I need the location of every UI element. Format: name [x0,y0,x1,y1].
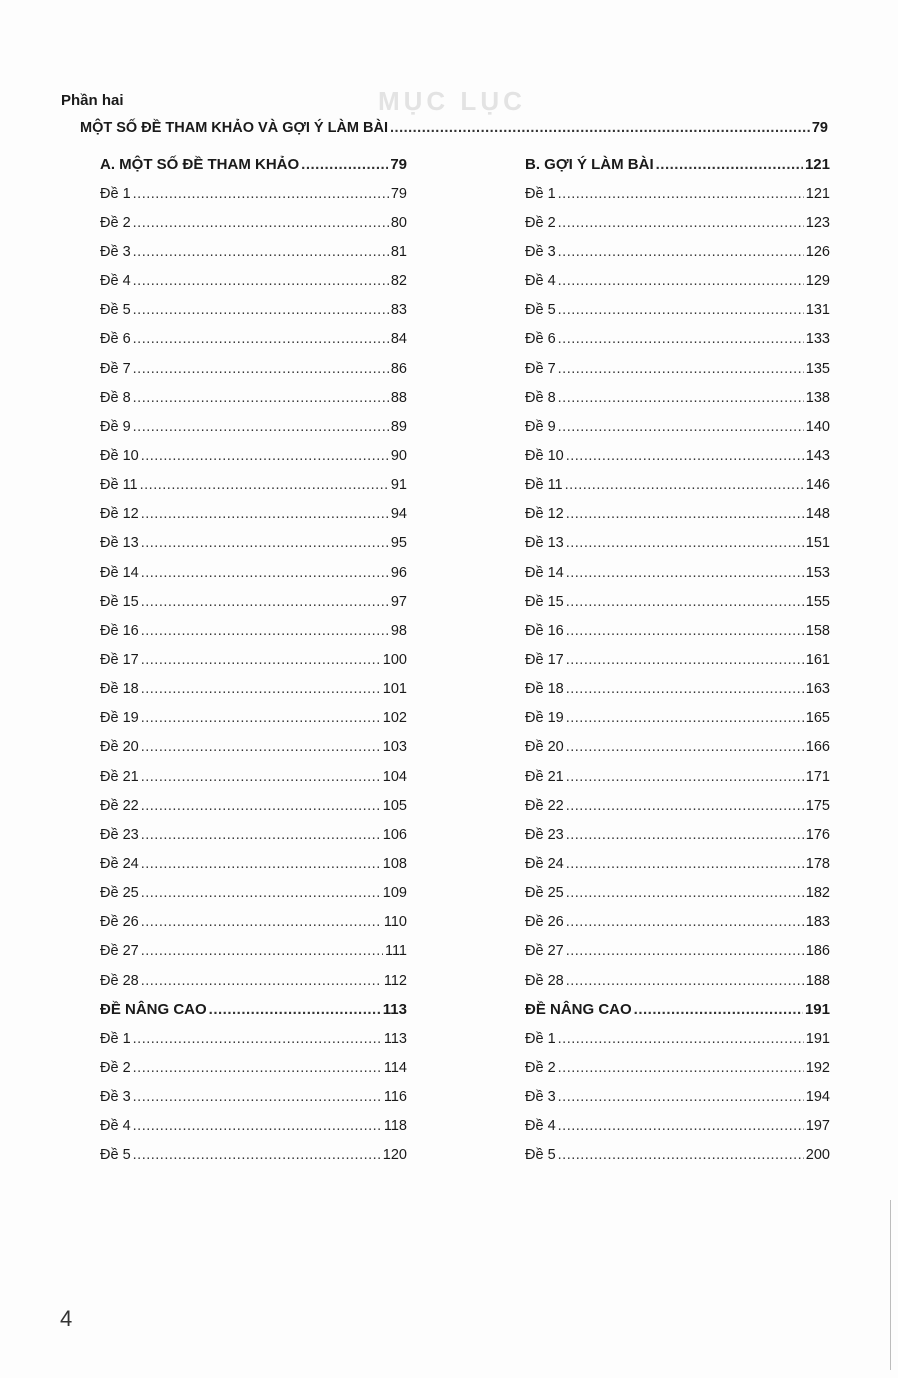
leader-dots [141,533,389,553]
leader-dots [656,155,803,175]
toc-entry-title: Đề 3 [525,243,556,260]
toc-entry-page: 108 [382,855,407,872]
leader-dots [133,213,389,233]
toc-entry-page: 90 [390,447,407,464]
page-edge-line [890,1200,891,1370]
toc-entry-page: 188 [805,972,830,989]
toc-entry-page: 200 [805,1147,830,1164]
toc-entry-title: Đề 26 [100,914,139,931]
toc-entry-page: 106 [382,826,407,843]
toc-entry[interactable] [525,208,830,237]
toc-entry[interactable] [100,966,407,995]
toc-entry-title: Đề 4 [100,1118,131,1135]
toc-entry-title: Đề 27 [100,943,139,960]
leader-dots [141,971,382,991]
toc-entry-page: 105 [382,797,407,814]
toc-entry-title: Đề 6 [525,331,556,348]
toc-entry-page: 133 [805,331,830,348]
toc-entry-title: Đề 20 [525,739,564,756]
toc-entry[interactable] [525,1053,830,1082]
toc-entry[interactable] [100,471,407,500]
toc-entry-page: 151 [805,535,830,552]
leader-dots [566,825,804,845]
leader-dots [566,563,804,583]
toc-entry-page: 176 [805,826,830,843]
toc-section-heading[interactable] [525,150,830,179]
toc-entry[interactable] [525,529,830,558]
toc-entry[interactable] [525,937,830,966]
toc-entry-page: 109 [382,885,407,902]
toc-entry-title: Đề 4 [525,273,556,290]
leader-dots [133,184,389,204]
toc-entry[interactable] [525,1083,830,1112]
toc-entry-title: B. GỢI Ý LÀM BÀI [525,155,654,173]
toc-entry[interactable] [100,791,407,820]
toc-entry-page: 155 [805,593,830,610]
toc-entry-title: Đề 17 [100,651,139,668]
toc-entry-title: Đề 12 [100,506,139,523]
leader-dots [558,271,804,291]
toc-entry-page: 86 [390,360,407,377]
toc-entry-title: Đề 24 [525,855,564,872]
toc-entry[interactable] [525,879,830,908]
leader-dots [209,1000,381,1020]
toc-entry-title: Đề 7 [525,360,556,377]
page-number: 4 [60,1306,73,1331]
toc-entry-title: Đề 3 [525,1089,556,1106]
leader-dots [133,271,389,291]
toc-entry-title: Đề 8 [100,389,131,406]
toc-entry-title: A. MỘT SỐ ĐỀ THAM KHẢO [100,155,300,173]
toc-entry-title: Đề 25 [100,885,139,902]
toc-entry-page: 113 [383,1030,407,1047]
toc-entry[interactable] [100,354,407,383]
toc-entry-page: 171 [805,768,830,785]
toc-entry-page: 161 [805,651,830,668]
toc-entry[interactable] [525,762,830,791]
toc-entry-title: Đề 21 [525,768,564,785]
toc-entry[interactable] [525,645,830,674]
toc-entry-title: Đề 16 [100,622,139,639]
leader-dots [141,737,381,757]
toc-entry[interactable] [100,383,407,412]
leader-dots [566,533,804,553]
leader-dots [566,854,804,874]
toc-entry-title: Đề 27 [525,943,564,960]
toc-entry[interactable] [525,412,830,441]
toc-entry[interactable] [525,237,830,266]
leader-dots [558,184,804,204]
leader-dots [566,446,804,466]
toc-entry-title: Đề 1 [525,185,556,202]
toc-entry-page: 82 [390,273,407,290]
toc-entry-title: Đề 23 [525,826,564,843]
toc-main-page: 79 [811,120,828,136]
toc-entry-page: 121 [804,155,830,173]
leader-dots [566,941,804,961]
toc-entry[interactable] [525,383,830,412]
leader-dots [141,796,381,816]
toc-entry-title: Đề 21 [100,768,139,785]
toc-entry-page: 186 [805,943,830,960]
toc-entry-title: Đề 15 [525,593,564,610]
toc-entry-page: 165 [805,710,830,727]
leader-dots [141,941,383,961]
toc-entry[interactable] [100,1024,407,1053]
leader-dots [558,213,804,233]
toc-entry-title: Đề 5 [525,302,556,319]
toc-entry-title: Đề 8 [525,389,556,406]
leader-dots [566,592,804,612]
toc-entry-page: 135 [805,360,830,377]
toc-entry-title: Đề 28 [100,972,139,989]
toc-entry-title: Đề 28 [525,972,564,989]
toc-entry[interactable] [100,616,407,645]
toc-entry-page: 197 [805,1118,830,1135]
toc-entry[interactable] [525,1024,830,1053]
toc-entry[interactable] [525,558,830,587]
leader-dots [141,912,382,932]
leader-dots [133,359,389,379]
toc-entry-page: 113 [382,1000,407,1018]
leader-dots [566,708,804,728]
toc-entry-page: 191 [804,1000,830,1018]
toc-entry[interactable] [100,849,407,878]
toc-entry[interactable] [525,587,830,616]
toc-entry-page: 83 [390,302,407,319]
toc-entry-page: 163 [805,681,830,698]
toc-entry-title: Đề 4 [525,1118,556,1135]
toc-entry[interactable] [100,179,407,208]
toc-entry-page: 166 [805,739,830,756]
toc-entry-page: 116 [383,1089,407,1106]
toc-entry[interactable] [100,675,407,704]
toc-entry-page: 143 [805,447,830,464]
leader-dots [133,1116,382,1136]
toc-entry-page: 129 [805,273,830,290]
toc-entry-page: 175 [805,797,830,814]
leader-dots [141,825,381,845]
toc-section-heading[interactable] [100,995,407,1024]
toc-entry-title: Đề 7 [100,360,131,377]
toc-entry-page: 111 [384,943,407,960]
toc-entry-page: 146 [805,477,830,494]
toc-entry[interactable] [525,908,830,937]
toc-entry-title: Đề 6 [100,331,131,348]
toc-entry[interactable] [525,675,830,704]
toc-entry[interactable] [100,820,407,849]
toc-main-entry[interactable] [80,118,828,138]
toc-entry[interactable] [100,733,407,762]
toc-entry[interactable] [100,325,407,354]
toc-entry-title: Đề 26 [525,914,564,931]
toc-entry-title: Đề 22 [525,797,564,814]
toc-entry[interactable] [100,937,407,966]
toc-entry-title: Đề 9 [100,418,131,435]
toc-entry-page: 140 [805,418,830,435]
toc-entry[interactable] [525,325,830,354]
toc-entry-page: 110 [383,914,407,931]
toc-entry-title: Đề 12 [525,506,564,523]
toc-entry[interactable] [100,296,407,325]
toc-entry-title: Đề 2 [525,1059,556,1076]
leader-dots [133,417,389,437]
leader-dots [558,1087,804,1107]
toc-entry[interactable] [100,1083,407,1112]
toc-column-left [100,150,407,1170]
toc-entry[interactable] [525,733,830,762]
toc-entry-page: 104 [382,768,407,785]
toc-entry-page: 91 [390,477,407,494]
leader-dots [566,621,804,641]
toc-entry-page: 138 [805,389,830,406]
toc-entry-page: 120 [382,1147,407,1164]
toc-entry-title: Đề 22 [100,797,139,814]
toc-entry-title: Đề 18 [525,681,564,698]
toc-entry-page: 81 [390,243,407,260]
leader-dots [141,446,389,466]
toc-entry[interactable] [525,849,830,878]
toc-section-heading[interactable] [100,150,407,179]
toc-entry-page: 101 [382,681,407,698]
toc-entry-page: 100 [382,651,407,668]
leader-dots [566,679,804,699]
leader-dots [558,1116,804,1136]
toc-entry-page: 97 [390,593,407,610]
leader-dots [558,388,804,408]
leader-dots [565,475,804,495]
toc-entry[interactable] [100,267,407,296]
toc-column-right [525,150,830,1170]
toc-entry-page: 88 [390,389,407,406]
leader-dots [141,679,381,699]
leader-dots [566,971,804,991]
toc-entry-title: Đề 1 [525,1030,556,1047]
toc-entry-page: 191 [805,1030,830,1047]
toc-entry-title: Đề 17 [525,651,564,668]
leader-dots [141,708,381,728]
leader-dots [133,1145,381,1165]
leader-dots [566,737,804,757]
toc-entry[interactable] [525,820,830,849]
toc-entry-page: 79 [390,155,407,173]
leader-dots [566,504,804,524]
toc-entry-page: 103 [382,739,407,756]
toc-entry[interactable] [100,412,407,441]
leader-dots [141,883,381,903]
toc-entry-title: Đề 2 [525,214,556,231]
leader-dots [141,592,389,612]
toc-entry[interactable] [100,237,407,266]
leader-dots [558,359,804,379]
toc-entry-title: Đề 11 [100,477,138,494]
leader-dots [390,118,810,138]
toc-entry-page: 121 [805,185,830,202]
toc-entry-page: 80 [390,214,407,231]
toc-entry-page: 153 [805,564,830,581]
toc-entry[interactable] [100,529,407,558]
toc-entry[interactable] [525,500,830,529]
toc-entry-title: Đề 16 [525,622,564,639]
toc-entry-title: Đề 14 [525,564,564,581]
leader-dots [634,1000,803,1020]
leader-dots [140,475,389,495]
toc-entry[interactable] [100,762,407,791]
toc-entry-title: Đề 19 [525,710,564,727]
toc-entry-title: Đề 24 [100,855,139,872]
toc-entry-page: 84 [390,331,407,348]
toc-entry-page: 183 [805,914,830,931]
leader-dots [133,300,389,320]
toc-entry-title: Đề 25 [525,885,564,902]
toc-entry-title: Đề 13 [100,535,139,552]
toc-entry-page: 123 [805,214,830,231]
toc-entry-page: 131 [805,302,830,319]
toc-entry-title: Đề 23 [100,826,139,843]
toc-entry[interactable] [100,558,407,587]
toc-entry[interactable] [100,1141,407,1170]
toc-entry-title: Đề 11 [525,477,563,494]
leader-dots [558,1058,804,1078]
toc-entry[interactable] [100,500,407,529]
leader-dots [141,650,381,670]
toc-entry-title: Đề 13 [525,535,564,552]
toc-entry[interactable] [100,879,407,908]
toc-entry-title: Đề 10 [100,447,139,464]
toc-entry-title: Đề 15 [100,593,139,610]
leader-dots [141,621,389,641]
leader-dots [566,650,804,670]
toc-entry-page: 192 [805,1059,830,1076]
leader-dots [141,767,381,787]
toc-entry[interactable] [525,471,830,500]
toc-entry[interactable] [525,1141,830,1170]
toc-section-heading[interactable] [525,995,830,1024]
toc-entry-title: Đề 3 [100,243,131,260]
leader-dots [558,300,804,320]
toc-entry[interactable] [525,267,830,296]
toc-entry[interactable] [525,354,830,383]
toc-entry-title: Đề 9 [525,418,556,435]
toc-entry[interactable] [525,296,830,325]
leader-dots [558,242,804,262]
toc-entry-title: Đề 4 [100,273,131,290]
toc-entry-title: Đề 1 [100,185,131,202]
toc-entry-title: Đề 19 [100,710,139,727]
leader-dots [558,417,804,437]
toc-entry[interactable] [100,1112,407,1141]
toc-entry-title: Đề 3 [100,1089,131,1106]
toc-entry-page: 102 [382,710,407,727]
toc-entry[interactable] [525,179,830,208]
leader-dots [141,563,389,583]
leader-dots [566,912,804,932]
leader-dots [141,504,389,524]
toc-entry[interactable] [525,441,830,470]
leader-dots [133,388,389,408]
toc-entry[interactable] [100,908,407,937]
toc-entry[interactable] [525,966,830,995]
toc-entry-page: 96 [390,564,407,581]
toc-entry[interactable] [100,704,407,733]
toc-entry-page: 95 [390,535,407,552]
toc-entry-title: Đề 5 [100,1147,131,1164]
toc-entry-page: 94 [390,506,407,523]
leader-dots [133,329,389,349]
toc-entry[interactable] [525,791,830,820]
toc-entry-page: 148 [805,506,830,523]
toc-entry-page: 89 [390,418,407,435]
toc-entry[interactable] [100,441,407,470]
leader-dots [558,329,804,349]
show-through-title: MỤC LỤC [378,86,526,116]
toc-entry-title: Đề 2 [100,214,131,231]
toc-entry-page: 98 [390,622,407,639]
toc-entry[interactable] [100,208,407,237]
toc-entry-page: 126 [805,243,830,260]
leader-dots [566,796,804,816]
toc-main-title: MỘT SỐ ĐỀ THAM KHẢO VÀ GỢI Ý LÀM BÀI [80,120,389,136]
toc-entry[interactable] [525,616,830,645]
leader-dots [566,883,804,903]
toc-entry-title: Đề 2 [100,1059,131,1076]
toc-entry[interactable] [100,1053,407,1082]
leader-dots [566,767,804,787]
toc-entry-page: 118 [383,1118,407,1135]
toc-entry-page: 178 [805,855,830,872]
toc-entry-title: Đề 18 [100,681,139,698]
leader-dots [133,242,389,262]
leader-dots [558,1029,804,1049]
toc-entry-page: 182 [805,885,830,902]
toc-entry[interactable] [100,587,407,616]
toc-entry-title: Đề 5 [525,1147,556,1164]
toc-entry-title: Đề 10 [525,447,564,464]
toc-entry-page: 112 [383,972,407,989]
leader-dots [301,155,388,175]
toc-entry-page: 158 [805,622,830,639]
toc-entry-page: 194 [805,1089,830,1106]
toc-entry[interactable] [100,645,407,674]
toc-entry-page: 79 [390,185,407,202]
leader-dots [133,1087,382,1107]
toc-entry-title: Đề 14 [100,564,139,581]
toc-entry-title: Đề 20 [100,739,139,756]
toc-entry-title: Đề 5 [100,302,131,319]
leader-dots [558,1145,804,1165]
toc-entry[interactable] [525,1112,830,1141]
leader-dots [141,854,381,874]
leader-dots [133,1029,382,1049]
part-label: Phần hai [61,92,124,109]
toc-entry-title: ĐỀ NÂNG CAO [100,1000,207,1018]
leader-dots [133,1058,382,1078]
toc-entry-title: Đề 1 [100,1030,131,1047]
toc-entry-title: ĐỀ NÂNG CAO [525,1000,632,1018]
toc-entry[interactable] [525,704,830,733]
toc-entry-page: 114 [383,1059,407,1076]
